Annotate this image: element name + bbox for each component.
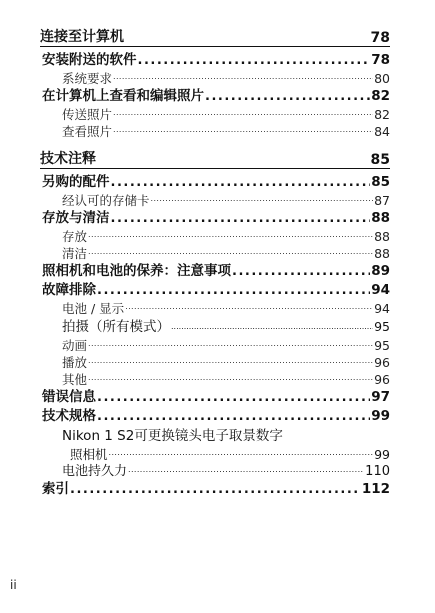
toc-subentry[interactable]: 传送照片 ..... 82: [40, 106, 390, 123]
dot-leader: [171, 320, 373, 337]
toc-subentry[interactable]: 照相机 ..... 99: [40, 446, 390, 463]
toc-subentry[interactable]: 电池持久力 ..... 110: [40, 463, 390, 480]
toc-subentry-heading: Nikon 1 S2可更换镜头电子取景数字: [62, 428, 283, 444]
toc-entry[interactable]: 技术规格 ..... 99: [40, 407, 390, 426]
toc-entry[interactable]: 照相机和电池的保养：注意事项 ..... 89: [40, 262, 390, 281]
toc-entry[interactable]: 错误信息 ..... 97: [40, 388, 390, 407]
dot-leader: [97, 407, 370, 426]
section-title: 连接至计算机: [40, 29, 124, 45]
dot-leader: [88, 337, 373, 354]
dot-leader: [111, 209, 371, 228]
toc-subentry[interactable]: 系统要求 ..... 80: [40, 70, 390, 87]
dot-leader: [113, 123, 373, 140]
dot-leader: [205, 87, 370, 106]
toc-subentry[interactable]: 动画 ..... 95: [40, 337, 390, 354]
toc-subentry[interactable]: 清洁 ..... 88: [40, 245, 390, 262]
dot-leader: [113, 106, 373, 123]
toc-entry[interactable]: 安装附送的软件 ..... 78: [40, 51, 390, 70]
toc-subentry[interactable]: 查看照片 ..... 84: [40, 123, 390, 140]
page-number: ii: [10, 578, 17, 592]
toc-entry[interactable]: 索引 ..... 112: [40, 480, 390, 499]
dot-leader: [151, 192, 374, 209]
toc-entry[interactable]: 故障排除 ..... 94: [40, 281, 390, 300]
dot-leader: [125, 300, 373, 317]
dot-leader: [97, 281, 370, 300]
dot-leader: [88, 371, 373, 388]
dot-leader: [113, 70, 373, 87]
section-page: 85: [370, 152, 390, 168]
toc-subentry[interactable]: 电池 / 显示 ..... 94: [40, 300, 390, 317]
dot-leader: [232, 262, 370, 281]
section-page: 78: [370, 30, 390, 46]
dot-leader: [88, 354, 373, 371]
dot-leader: [88, 228, 373, 245]
dot-leader: [111, 173, 371, 192]
table-of-contents: [40, 26, 390, 499]
toc-subentry[interactable]: 拍摄（所有模式） ..... 95: [40, 317, 390, 337]
toc-entry[interactable]: 存放与清洁 ..... 88: [40, 209, 390, 228]
dot-leader: [138, 51, 371, 70]
toc-subentry[interactable]: 其他 ..... 96: [40, 371, 390, 388]
section-title: 技术注释: [40, 151, 96, 167]
section-heading: [40, 148, 390, 169]
dot-leader: [109, 446, 374, 463]
toc-subentry[interactable]: 存放 ..... 88: [40, 228, 390, 245]
toc-subentry[interactable]: 播放 ..... 96: [40, 354, 390, 371]
dot-leader: [128, 463, 364, 480]
dot-leader: [97, 388, 370, 407]
dot-leader: [70, 480, 361, 499]
dot-leader: [88, 245, 373, 262]
toc-entry[interactable]: 另购的配件 ..... 85: [40, 173, 390, 192]
section-heading: [40, 26, 390, 47]
toc-subentry[interactable]: 经认可的存储卡 ..... 87: [40, 192, 390, 209]
toc-entry[interactable]: 在计算机上查看和编辑照片 ..... 82: [40, 87, 390, 106]
